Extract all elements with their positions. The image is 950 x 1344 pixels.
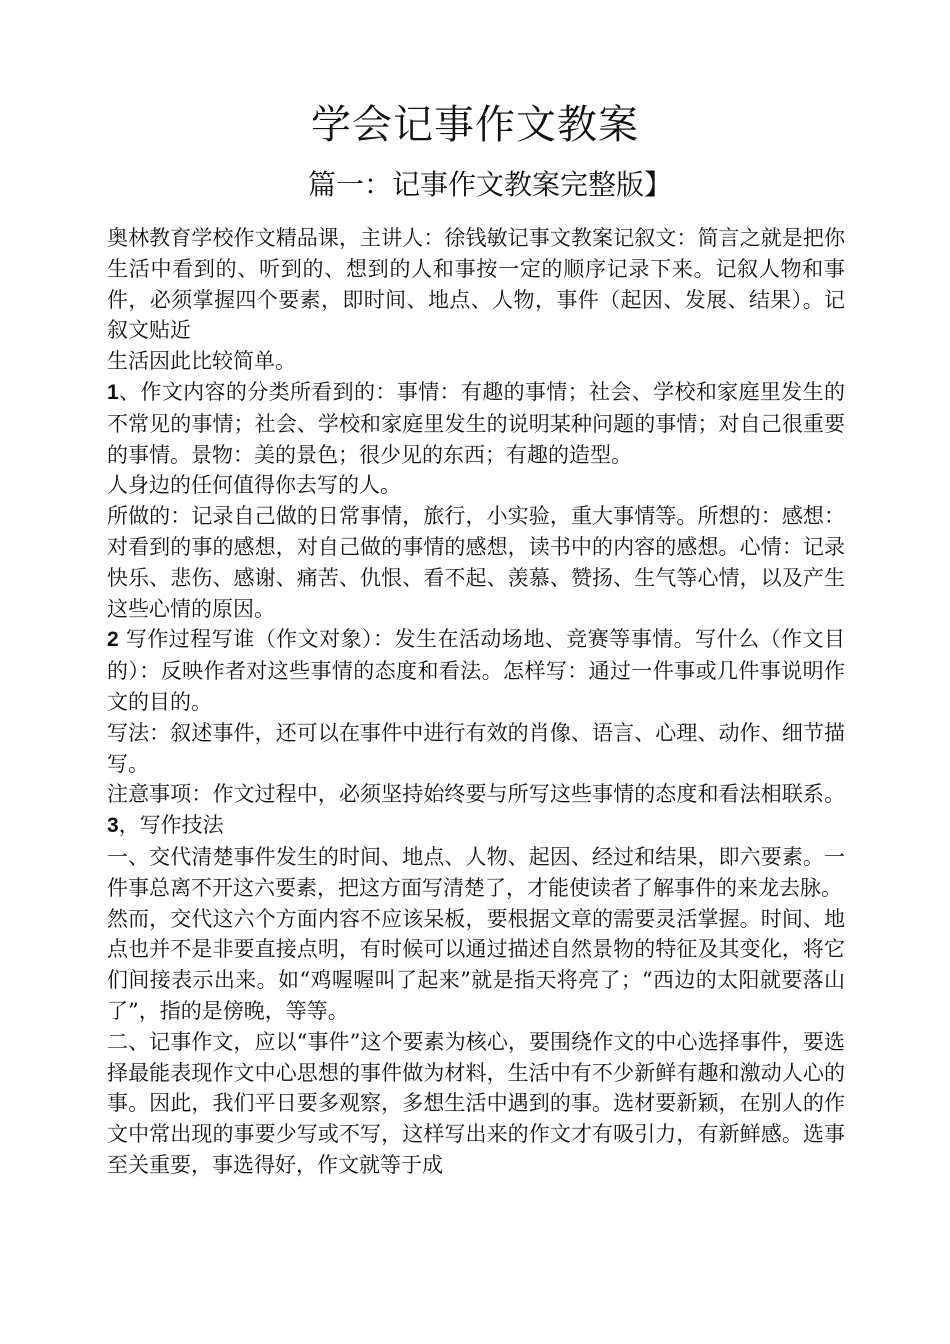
paragraph-method: 写法：叙述事件，还可以在事件中进行有效的肖像、语言、心理、动作、细节描写。 [107,720,845,776]
section-number-2: 2 [107,628,119,652]
section-2-text: 写作过程写谁（作文对象）：发生在活动场地、竞赛等事情。写什么（作文目的）：反映作者对这些事情的态度和看法。怎样写：通过一件事或几件事说明作文的目的。 [107,627,845,714]
paragraph-done-thought: 所做的：记录自己做的日常事情，旅行，小实验，重大事情等。所想的：感想：对看到的事的感想，对自己做的事情的感想，读书中的内容的感想。心情：记录快乐、悲伤、感谢、痛苦、仇恨、看不起、羡慕、赞扬、生气等心情，以及产生这些心情的原因。 [107,504,845,621]
paragraph-intro-end: 生活因此比较简单。 [107,349,296,374]
paragraph-intro: 奥林教育学校作文精品课，主讲人：徐钱敏记事文教案记叙文：简言之就是把你生活中看到的、听到的、想到的人和事按一定的顺序记录下来。记叙人物和事件，必须掌握四个要素，即时间、地点、人物，事件（起因、发展、结果）。记叙文贴近 [107,226,845,343]
paragraph-notes [107,779,845,842]
document-title: 学会记事作文教案 [311,102,639,148]
paragraph-point-2: 二、记事作文，应以“事件”这个要素为核心，要围绕作文的中心选择事件，要选择最能表现作文中心思想的事件做为材料，生活中有不少新鲜有趣和激动人心的事。因此，我们平日要多观察，多想生活中遇到的事。选材要新颖，在别人的作文中常出现的事要少写或不写，这样写出来的作文才有吸引力，有新鲜感。选事至关重要，事选得好，作文就等于成 [107,1029,845,1177]
section-3-heading: ，写作技法 [118,813,224,838]
document-body [107,223,845,1181]
document-subtitle: 篇一：记事作文教案完整版】 [307,168,672,201]
section-1-text: 、作文内容的分类所看到的：事情：有趣的事情；社会、学校和家庭里发生的不常见的事情；社会、学校和家庭里发生的说明某种问题的事情；对自己很重要的事情。景物：美的景色；很少见的东西；有趣的造型。 [107,379,845,467]
paragraph-people: 人身边的任何值得你去写的人。 [107,473,401,498]
notes-text: 注意事项：作文过程中，必须坚持始终要与所写这些事情的态度和看法相联系。 [107,782,845,807]
section-number-1: 1 [107,380,119,404]
paragraph-section-2 [107,624,845,717]
paragraph-point-1: 一、交代清楚事件发生的时间、地点、人物、起因、经过和结果，即六要素。一件事总离不开这六要素，把这方面写清楚了，才能使读者了解事件的来龙去脉。 [107,844,845,900]
paragraph-section-1 [107,377,845,470]
paragraph-point-1-detail: 然而，交代这六个方面内容不应该呆板，要根据文章的需要灵活掌握。时间、地点也并不是非要直接点明，有时候可以通过描述自然景物的特征及其变化，将它们间接表示出来。如“鸡喔喔叫了起来”就是指天将亮了；“西边的太阳就要落山了”，指的是傍晚，等等。 [107,906,845,1023]
section-number-3: 3 [107,814,119,838]
